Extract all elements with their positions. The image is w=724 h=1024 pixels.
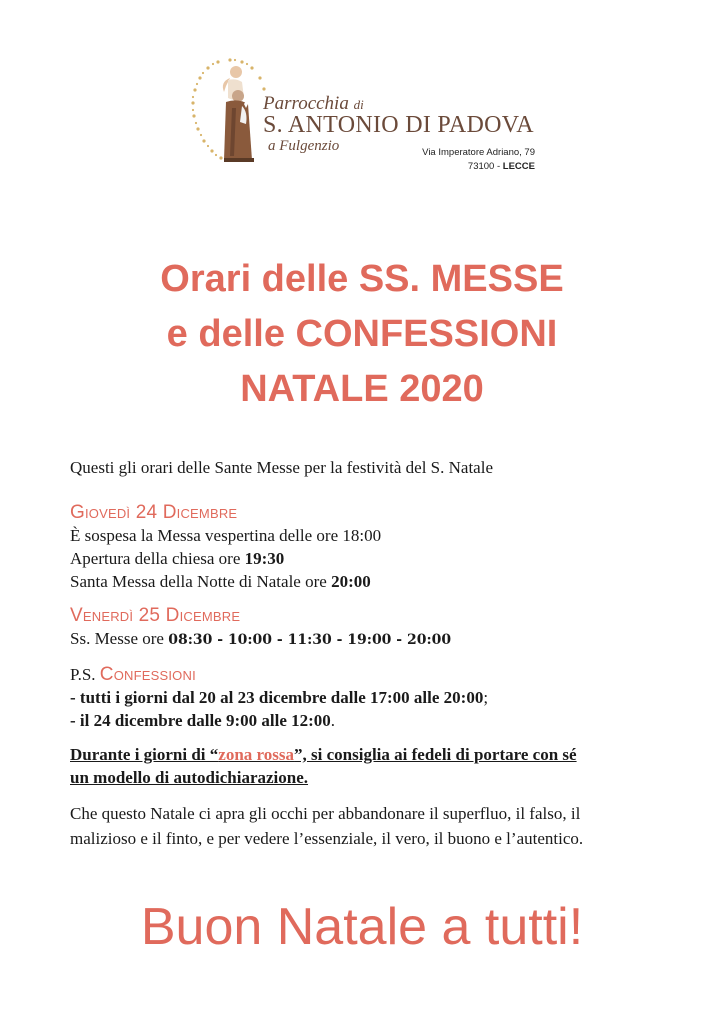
confessioni-line-1: - tutti i giorni dal 20 al 23 dicembre dalle 17:00 alle 20:00;	[70, 688, 489, 707]
section-confessioni	[70, 663, 670, 732]
closing-message	[70, 801, 670, 851]
main-content	[70, 456, 670, 851]
title-line-1: Orari delle SS. MESSE	[160, 258, 564, 300]
zona-rossa-notice: Durante i giorni di “zona rossa”, si consiglia ai fedeli di portare con sé un modello di autodichiarazione.	[70, 745, 577, 787]
saint-anthony-logo-image	[190, 52, 270, 172]
giovedi-line-1: È sospesa la Messa vespertina delle ore 18:00	[70, 526, 382, 545]
giovedi-line-2: Apertura della chiesa ore 19:30	[70, 549, 285, 568]
intro-text: Questi gli orari delle Sante Messe per la festività del S. Natale	[70, 458, 493, 477]
logo-parish-name: S. ANTONIO DI PADOVA	[263, 112, 534, 138]
confessioni-heading-line: P.S. Confessioni	[70, 664, 196, 685]
venerdi-line-1: Ss. Messe ore 08:30 - 10:00 - 11:30 - 19:00 - 20:00	[70, 629, 452, 648]
christmas-greeting: Buon Natale a tutti!	[140, 898, 584, 956]
section-giovedi	[70, 501, 670, 593]
venerdi-heading: Venerdì 25 Dicembre	[70, 605, 241, 626]
zona-rossa-highlight: zona rossa	[218, 745, 295, 764]
logo-parish-subtitle: a Fulgenzio	[268, 138, 340, 154]
confessioni-heading: Confessioni	[99, 664, 196, 685]
confessioni-line-2: - il 24 dicembre dalle 9:00 alle 12:00.	[70, 711, 336, 730]
logo-parish-label: Parrocchia di	[263, 93, 364, 114]
closing-line-1: Che questo Natale ci apra gli occhi per abbandonare il superfluo, il falso, il	[70, 804, 581, 823]
section-venerdi	[70, 604, 670, 652]
giovedi-heading: Giovedì 24 Dicembre	[70, 502, 238, 523]
title-line-3: NATALE 2020	[240, 368, 484, 410]
parish-address	[400, 146, 535, 174]
closing-line-2: malizioso e il finto, e per vedere l’essenziale, il vero, il buono e l’autentico.	[70, 829, 584, 848]
address-city-line: 73100 - LECCE	[467, 161, 535, 172]
giovedi-line-3: Santa Messa della Notte di Natale ore 20:00	[70, 572, 371, 591]
address-street: Via Imperatore Adriano, 79	[422, 147, 535, 158]
title-line-2: e delle CONFESSIONI	[166, 313, 558, 355]
saint-figure	[223, 66, 254, 162]
page-title	[0, 252, 724, 417]
